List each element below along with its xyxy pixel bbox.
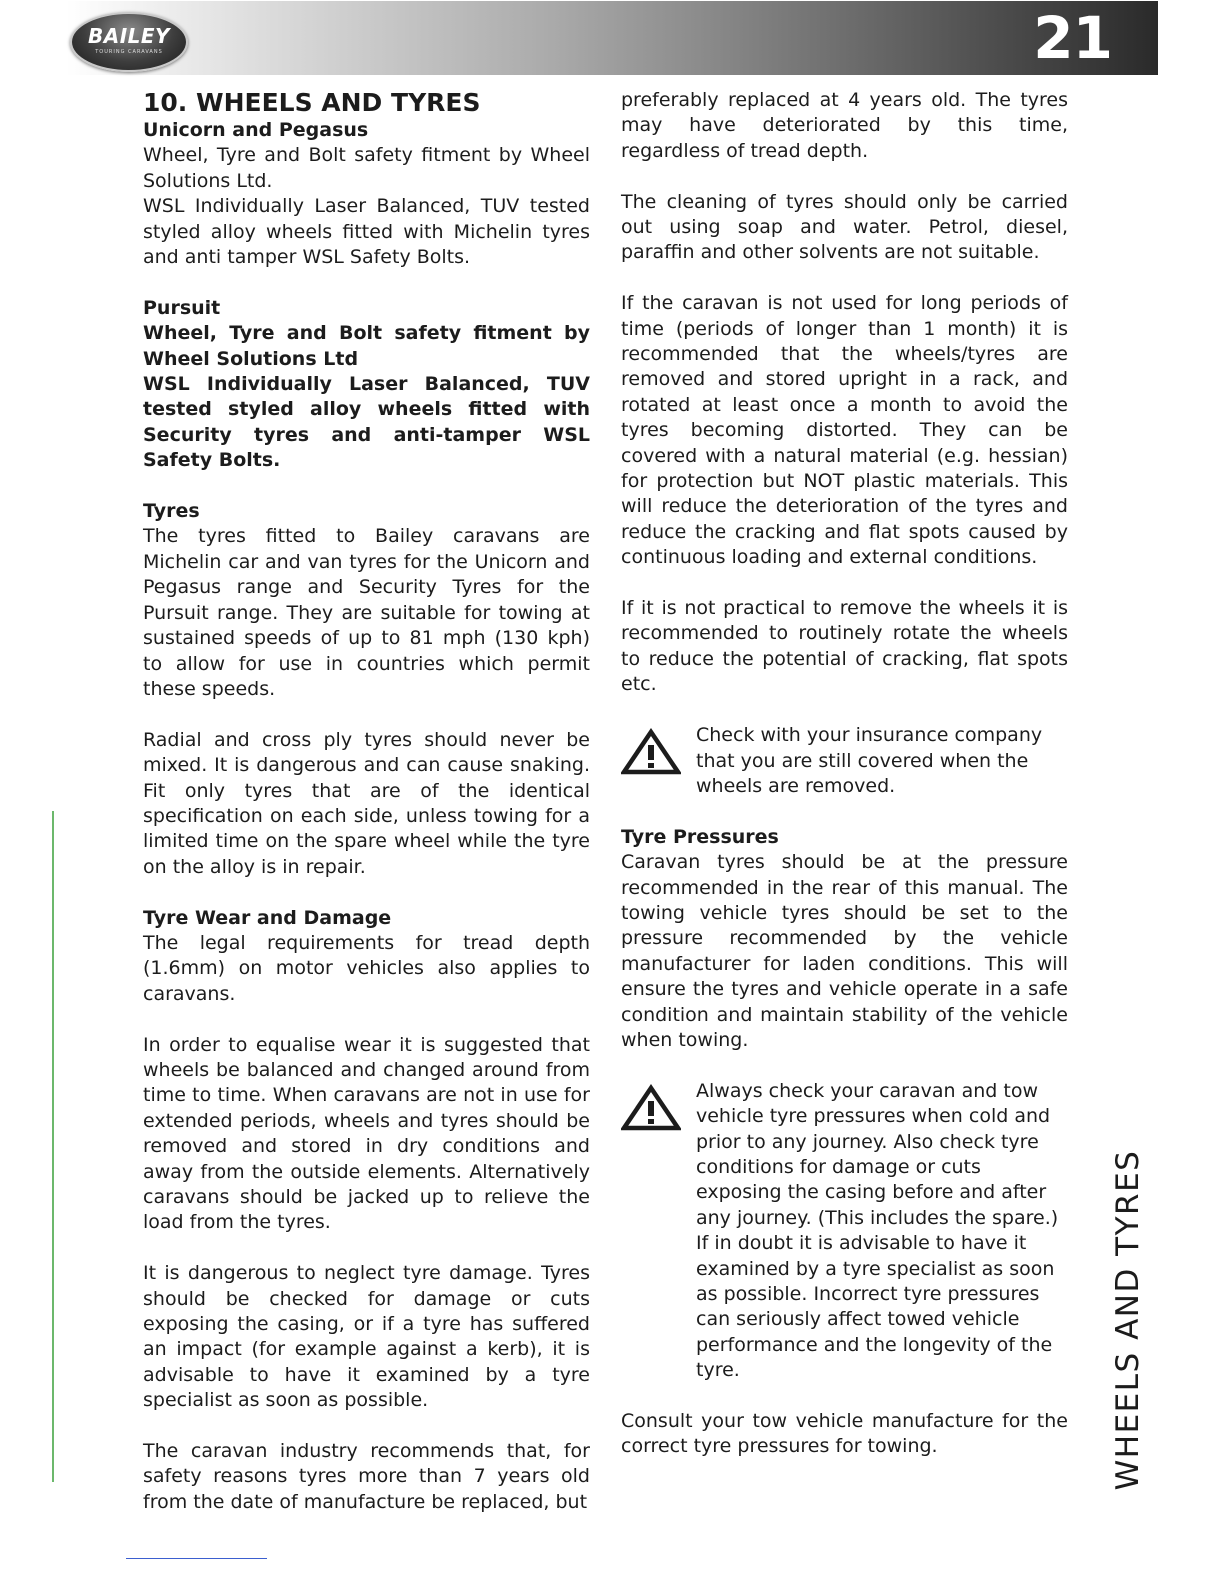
pressures-subheading: Tyre Pressures <box>621 825 779 848</box>
pursuit-subheading: Pursuit <box>143 296 221 319</box>
wear-paragraph-4: The caravan industry recommends that, for safety reasons tyres more than 7 years old from the date of manufacture be replaced, but <box>143 1440 590 1513</box>
right-paragraph-5: Consult your tow vehicle manufacture for the correct tyre pressures for towing. <box>621 1410 1068 1458</box>
right-paragraph-2: The cleaning of tyres should only be carried out using soap and water. Petrol, diesel, paraffin and other solvents are not suitable. <box>621 190 1068 264</box>
warning-triangle-icon <box>621 728 681 776</box>
wear-paragraph-1: The legal requirements for tread depth (1.6mm) on motor vehicles also applies to caravans. <box>143 931 590 1005</box>
logo-text: BAILEY <box>87 24 171 48</box>
warning-triangle-icon <box>621 1084 681 1132</box>
wear-paragraph-3: It is dangerous to neglect tyre damage. Tyres should be checked for damage or cuts exposing the casing, or if a tyre has suffered an impact (for example against a kerb), it is advisable to have it examined by a tyre specialist as soon as possible. <box>143 1262 590 1412</box>
right-paragraph-4: If it is not practical to remove the wheels it is recommended to routinely rotate the wheels to reduce the potential of cracking, flat spots etc. <box>621 597 1068 696</box>
insurance-warning-text: Check with your insurance company that you are still covered when the wheels are removed. <box>696 724 1043 797</box>
pursuit-paragraph-1: Wheel, Tyre and Bolt safety fitment by Wheel Solutions Ltd <box>143 322 590 370</box>
pressure-warning-text: Always check your caravan and tow vehicle tyre pressures when cold and prior to any journey. Also check tyre conditions for damage or cuts exposing the casing before and after any journey. (This includes the spare.) If in doubt it is advisable to have it examined by a tyre specialist as soon as possible. Incorrect tyre pressures can seriously affect towed vehicle performance and the longevity of the tyre. <box>696 1079 1059 1382</box>
tyres-paragraph-1: The tyres fitted to Bailey caravans are Michelin car and van tyres for the Unicorn and Pegasus range and Security Tyres for the Pursuit range. They are suitable for towing at sustained speeds of up to 81 mph (130 kph) to allow for use in countries which permit these speeds. <box>143 525 590 700</box>
page-number: 21 <box>1033 4 1112 72</box>
pressures-paragraph: Caravan tyres should be at the pressure recommended in the rear of this manual. The towing vehicle tyres should be set to the pressure recommended by the vehicle manufacturer for laden conditions. This will ensure the tyres and vehicle operate in a safe condition and maintain stability of the vehicle when towing. <box>621 851 1068 1051</box>
logo-subtext: TOURING CARAVANS <box>95 49 163 55</box>
right-column <box>621 88 1068 1460</box>
pressure-warning <box>621 1079 1068 1384</box>
margin-rule <box>52 811 54 1482</box>
unicorn-subheading: Unicorn and Pegasus <box>143 119 369 141</box>
tyres-subheading: Tyres <box>143 500 200 523</box>
unicorn-paragraph-1: Wheel, Tyre and Bolt safety fitment by Wheel Solutions Ltd. <box>143 144 590 192</box>
pursuit-paragraph-2: WSL Individually Laser Balanced, TUV tested styled alloy wheels fitted with Security tyres and anti-tamper WSL Safety Bolts. <box>143 373 590 472</box>
page-header <box>66 1 1158 75</box>
left-column <box>143 88 590 1515</box>
right-paragraph-3: If the caravan is not used for long periods of time (periods of longer than 1 month) it is recommended that the wheels/tyres are removed and stored upright in a rack, and rotated at least once a month to avoid the tyres becoming distorted. They can be covered with a natural material (e.g. hessian) for protection but NOT plastic materials. This will reduce the deterioration of the tyres and reduce the cracking and flat spots caused by continuous loading and external conditions. <box>621 292 1068 569</box>
footer-rule <box>126 1558 267 1559</box>
wear-paragraph-2: In order to equalise wear it is suggested that wheels be balanced and changed around from time to time. When caravans are not in use for extended periods, wheels and tyres should be removed and stored in dry conditions and away from the outside elements. Alternatively caravans should be jacked up to relieve the load from the tyres. <box>143 1033 590 1234</box>
bailey-logo <box>70 12 188 72</box>
tyres-paragraph-2: Radial and cross ply tyres should never be mixed. It is dangerous and can cause snaking. Fit only tyres that are of the identical specification on each side, unless towing for a limited time on the spare wheel while the tyre on the alloy is in repair. <box>143 728 590 878</box>
side-section-title: WHEELS AND TYRES <box>1110 1149 1146 1491</box>
insurance-warning <box>621 723 1068 799</box>
unicorn-paragraph-2: WSL Individually Laser Balanced, TUV tested styled alloy wheels fitted with Michelin tyres and anti tamper WSL Safety Bolts. <box>143 195 590 269</box>
section-heading: 10. WHEELS AND TYRES <box>143 88 481 117</box>
right-paragraph-1: preferably replaced at 4 years old. The tyres may have deteriorated by this time, regardless of tread depth. <box>621 89 1068 162</box>
wear-subheading: Tyre Wear and Damage <box>143 906 392 929</box>
